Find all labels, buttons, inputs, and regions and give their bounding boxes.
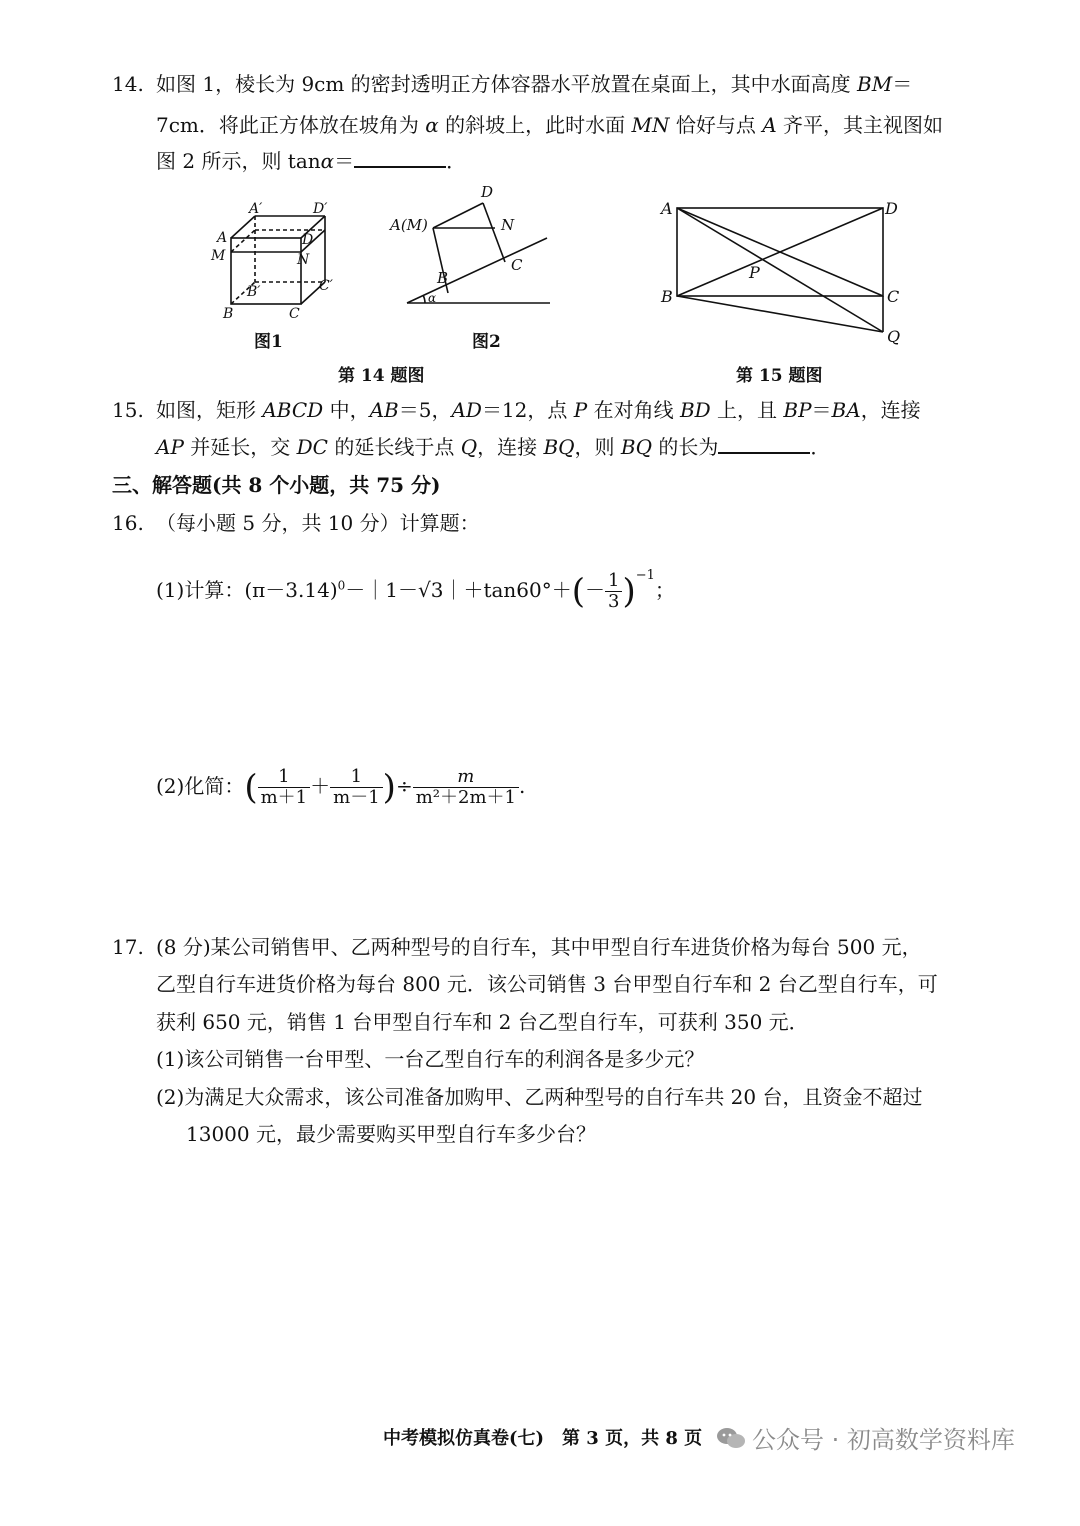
label-C: C bbox=[289, 306, 300, 322]
q17-part1: (1)该公司销售一台甲型、一台乙型自行车的利润各是多少元？ bbox=[156, 1047, 705, 1071]
label-A-prime: A′ bbox=[249, 201, 263, 217]
fraction-1-over-m-plus-1: $\frac{1}{m+1}$ bbox=[258, 767, 311, 808]
q14-caption: 第 14 题图 bbox=[338, 366, 425, 386]
q14-figure2-slope bbox=[385, 180, 560, 315]
answer-blank bbox=[718, 434, 810, 454]
page-footer: 中考模拟仿真卷(七) 第 3 页，共 8 页 bbox=[383, 1428, 703, 1449]
fig2-caption: 图2 bbox=[472, 332, 501, 352]
label-A: A bbox=[661, 199, 673, 218]
fig1-caption: 图1 bbox=[254, 332, 283, 352]
label-C: C bbox=[887, 287, 900, 306]
section-3-heading: 三、解答题(共 8 个小题，共 75 分) bbox=[112, 473, 441, 497]
label-Q: Q bbox=[887, 327, 901, 346]
label-N: N bbox=[297, 252, 310, 268]
label-C-prime: C′ bbox=[319, 278, 333, 294]
answer-blank bbox=[354, 148, 446, 168]
q17-part2: (2)为满足大众需求，该公司准备加购甲、乙两种型号的自行车共 20 台，且资金不超过 bbox=[156, 1085, 923, 1109]
q17-line3: 获利 650 元，销售 1 台甲型自行车和 2 台乙型自行车，可获利 350 元． bbox=[156, 1010, 809, 1034]
label-D: D bbox=[885, 199, 898, 218]
q15-figure-rectangle bbox=[655, 192, 915, 352]
q14-line3: 图 2 所示，则 tanα＝ ． bbox=[156, 149, 467, 173]
label-C: C bbox=[511, 256, 523, 274]
fraction-m-over-quadratic: $\frac{m}{\text{m²＋2m＋1}}$ bbox=[413, 767, 519, 808]
fraction-1-over-m-minus-1: $\frac{1}{m-1}$ bbox=[330, 767, 383, 808]
label-P: P bbox=[749, 263, 760, 282]
fraction-one-third: $\frac{1}{3}$ bbox=[605, 571, 622, 612]
q17-line1: 17. (8 分)某公司销售甲、乙两种型号的自行车，其中甲型自行车进货价格为每台 500 元， bbox=[112, 935, 922, 959]
label-alpha: α bbox=[428, 291, 437, 305]
label-B: B bbox=[661, 287, 673, 306]
label-A: A bbox=[217, 230, 228, 246]
label-N: N bbox=[501, 216, 515, 234]
q15-line1: 15. 如图，矩形 ABCD 中，AB＝5，AD＝12，点 P 在对角线 BD 上，且 BP＝BA，连接 bbox=[112, 398, 921, 422]
watermark: 公众号 · 初高数学资料库 bbox=[716, 1420, 1015, 1455]
label-D: D bbox=[481, 183, 494, 201]
q17-line2: 乙型自行车进货价格为每台 800 元．该公司销售 3 台甲型自行车和 2 台乙型自行车，可 bbox=[156, 972, 938, 996]
q16-part1: (1)计算：$(\pi-3.14)^0-|1-√3|+\tan 60^\circ+(-$ $\frac{1}{3}$ )$^{-1}$； bbox=[156, 568, 675, 612]
label-D-prime: D′ bbox=[313, 201, 328, 217]
q14-line2: 7cm．将此正方体放在坡角为 α 的斜坡上，此时水面 MN 恰好与点 A 齐平，其主视图如 bbox=[156, 113, 943, 137]
label-B: B bbox=[437, 269, 449, 287]
q14-figure1-cube bbox=[205, 198, 355, 323]
label-A-M: A(M) bbox=[390, 216, 428, 234]
q15-line2: AP 并延长，交 DC 的延长线于点 Q，连接 BQ，则 BQ 的长为 ． bbox=[156, 435, 831, 459]
label-D: D bbox=[302, 232, 314, 248]
label-M: M bbox=[211, 248, 226, 264]
q14-line1: 14. 如图 1，棱长为 9cm 的密封透明正方体容器水平放置在桌面上，其中水面高度 BM＝ bbox=[112, 72, 913, 96]
q16-title: 16. （每小题 5 分，共 10 分）计算题： bbox=[112, 511, 480, 535]
label-B: B bbox=[223, 306, 234, 322]
wechat-icon bbox=[716, 1426, 746, 1450]
q15-caption: 第 15 题图 bbox=[736, 366, 823, 386]
q17-part2-cont: 13000 元，最少需要购买甲型自行车多少台？ bbox=[186, 1122, 596, 1146]
label-B-prime: B′ bbox=[247, 284, 261, 300]
q16-part2: (2)化简：( $\frac{1}{m+1}$ ＋ $\frac{1}{m-1}$ )÷ $\frac{m}{\text{m²＋2m＋1}}$ . bbox=[156, 766, 526, 808]
